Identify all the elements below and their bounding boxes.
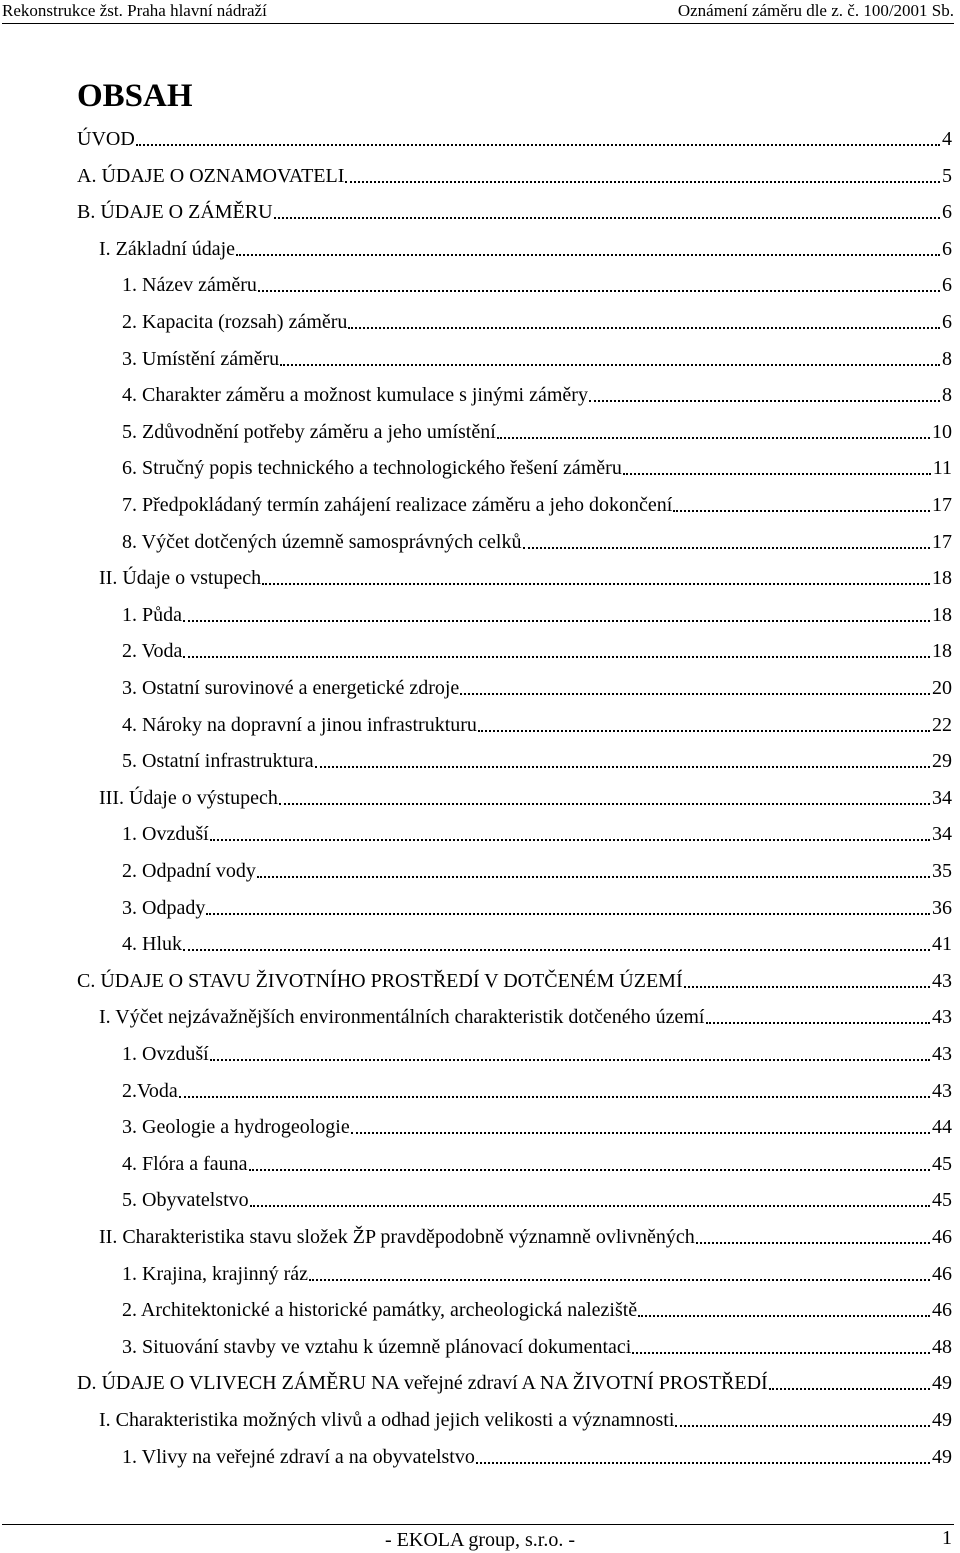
toc-entry-title: D. ÚDAJE O VLIVECH ZÁMĚRU NA veřejné zdraví A NA ŽIVOTNÍ PROSTŘEDÍ [77, 1372, 768, 1395]
toc-entry[interactable] [122, 709, 952, 737]
toc-entry[interactable] [122, 489, 952, 517]
toc-entry[interactable] [122, 269, 952, 297]
toc-entry-title: 1. Ovzduší [122, 823, 209, 846]
toc-entry-page: 6 [942, 237, 952, 260]
toc-entry[interactable] [122, 1148, 952, 1176]
toc-entry-page: 20 [932, 677, 952, 699]
toc-entry-title: I. Základní údaje [99, 237, 236, 260]
toc-entry-page: 34 [932, 823, 952, 846]
toc-entry[interactable] [77, 965, 952, 993]
toc-dot-leader [673, 510, 930, 512]
toc-entry-title: 1. Krajina, krajinný ráz [122, 1262, 309, 1285]
toc-dot-leader [279, 803, 930, 805]
toc-entry[interactable] [77, 123, 952, 151]
toc-entry-title: II. Údaje o vstupech [99, 567, 262, 590]
toc-entry-page: 46 [932, 1262, 952, 1285]
toc-entry-title: ÚVOD [77, 128, 135, 150]
toc-dot-leader [706, 1022, 931, 1024]
page-header [2, 1, 954, 24]
toc-entry-title: 5. Obyvatelstvo [122, 1189, 249, 1212]
toc-entry-title: 3. Geologie a hydrogeologie [122, 1116, 350, 1139]
toc-entry-page: 36 [932, 896, 952, 919]
toc-entry-page: 45 [932, 1152, 952, 1175]
toc-entry[interactable] [77, 196, 952, 224]
toc-dot-leader [280, 364, 940, 366]
toc-entry[interactable] [122, 1441, 952, 1469]
toc-entry-page: 49 [932, 1409, 952, 1431]
toc-entry-page: 8 [942, 347, 952, 370]
toc-entry-title: 7. Předpokládaný termín zahájení realizace záměru a jeho dokončení [122, 494, 673, 516]
toc-entry-title: 2. Architektonické a historické památky, archeologická naleziště [122, 1299, 638, 1322]
toc-dot-leader [684, 986, 930, 988]
toc-dot-leader [460, 693, 930, 695]
toc-entry[interactable] [122, 818, 952, 846]
toc-entry-page: 41 [932, 933, 952, 956]
toc-entry-title: 3. Ostatní surovinové a energetické zdroje [122, 677, 460, 699]
page-title: OBSAH [77, 78, 193, 114]
toc-entry[interactable] [122, 1075, 952, 1103]
toc-dot-leader [632, 1352, 930, 1354]
toc-entry-page: 46 [932, 1226, 952, 1248]
header-right-text: Oznámení záměru dle z. č. 100/2001 Sb. [677, 1, 954, 20]
toc-entry-page: 43 [932, 1006, 952, 1029]
toc-entry-page: 18 [932, 640, 952, 663]
toc-entry[interactable] [122, 526, 952, 554]
toc-entry[interactable] [122, 672, 952, 700]
toc-dot-leader [262, 583, 930, 585]
toc-dot-leader [589, 400, 940, 402]
toc-entry-page: 43 [932, 1079, 952, 1102]
toc-dot-leader [478, 730, 930, 732]
toc-entry[interactable] [122, 343, 952, 371]
toc-entry[interactable] [122, 1038, 952, 1066]
toc-entry[interactable] [99, 233, 952, 261]
toc-entry[interactable] [77, 1367, 952, 1395]
toc-entry[interactable] [122, 635, 952, 663]
toc-entry-title: 2.Voda [122, 1079, 178, 1102]
toc-entry[interactable] [122, 1294, 952, 1322]
toc-entry[interactable] [99, 562, 952, 590]
toc-dot-leader [675, 1425, 930, 1427]
toc-entry[interactable] [122, 416, 952, 444]
toc-entry[interactable] [122, 855, 952, 883]
toc-dot-leader [236, 254, 940, 256]
toc-entry-title: 1. Ovzduší [122, 1043, 209, 1065]
toc-entry-title: 4. Flóra a fauna [122, 1152, 248, 1175]
footer-company: - EKOLA group, s.r.o. - [385, 1529, 575, 1551]
toc-entry-title: 4. Hluk [122, 933, 182, 956]
toc-dot-leader [274, 217, 940, 219]
toc-entry-page: 43 [932, 969, 952, 992]
toc-entry-page: 17 [932, 530, 952, 553]
toc-entry-page: 22 [932, 713, 952, 736]
toc-entry[interactable] [77, 160, 952, 188]
toc-entry-page: 17 [932, 494, 952, 516]
toc-entry-title: C. ÚDAJE O STAVU ŽIVOTNÍHO PROSTŘEDÍ V DOTČENÉM ÚZEMÍ [77, 969, 683, 992]
toc-entry-title: 2. Voda [122, 640, 183, 663]
toc-entry[interactable] [99, 1404, 952, 1432]
toc-dot-leader [250, 1205, 930, 1207]
toc-entry-title: 3. Situování stavby ve vztahu k územně plánovací dokumentaci [122, 1335, 632, 1358]
toc-entry[interactable] [99, 782, 952, 810]
toc-entry-page: 5 [942, 164, 952, 187]
toc-entry-page: 18 [932, 603, 952, 626]
toc-entry-page: 43 [932, 1043, 952, 1065]
toc-entry-page: 6 [942, 201, 952, 224]
toc-entry-title: B. ÚDAJE O ZÁMĚRU [77, 201, 273, 224]
toc-dot-leader [696, 1242, 930, 1244]
toc-entry[interactable] [122, 1111, 952, 1139]
toc-entry[interactable] [122, 379, 952, 407]
toc-entry[interactable] [122, 452, 952, 480]
toc-entry-title: 8. Výčet dotčených územně samosprávných celků [122, 530, 522, 553]
toc-dot-leader [210, 1059, 930, 1061]
toc-entry-title: 3. Umístění záměru [122, 347, 280, 370]
toc-dot-leader [638, 1315, 930, 1317]
toc-entry-page: 35 [932, 860, 952, 882]
toc-dot-leader [179, 1096, 930, 1098]
toc-entry-title: 3. Odpady [122, 896, 206, 919]
toc-entry[interactable] [122, 306, 952, 334]
toc-entry-page: 45 [932, 1189, 952, 1212]
toc-entry-page: 10 [932, 420, 952, 443]
toc-dot-leader [351, 1132, 930, 1134]
toc-dot-leader [206, 913, 930, 915]
toc-dot-leader [769, 1388, 930, 1390]
toc-entry[interactable] [99, 1221, 952, 1249]
toc-entry-page: 46 [932, 1299, 952, 1322]
toc-entry-title: 2. Kapacita (rozsah) záměru [122, 311, 348, 333]
toc-dot-leader [523, 547, 931, 549]
toc-entry-page: 49 [932, 1445, 952, 1468]
toc-entry[interactable] [122, 599, 952, 627]
toc-dot-leader [257, 876, 930, 878]
toc-entry[interactable] [122, 1258, 952, 1286]
toc-entry-page: 18 [932, 567, 952, 590]
toc-dot-leader [497, 437, 930, 439]
toc-dot-leader [476, 1462, 930, 1464]
toc-entry[interactable] [122, 1331, 952, 1359]
toc-entry-title: 1. Vlivy na veřejné zdraví a na obyvatelstvo [122, 1445, 475, 1468]
toc-entry-title: 4. Nároky na dopravní a jinou infrastrukturu [122, 713, 477, 736]
toc-dot-leader [623, 473, 931, 475]
toc-dot-leader [183, 620, 930, 622]
toc-entry-title: II. Charakteristika stavu složek ŽP pravděpodobně významně ovlivněných [99, 1226, 695, 1248]
toc-entry[interactable] [122, 892, 952, 920]
toc-entry[interactable] [99, 1001, 952, 1029]
toc-entry-page: 4 [942, 128, 952, 150]
toc-entry-page: 49 [932, 1372, 952, 1395]
toc-entry-title: 4. Charakter záměru a možnost kumulace s jinými záměry [122, 384, 588, 407]
toc-entry[interactable] [122, 1184, 952, 1212]
toc-dot-leader [249, 1169, 930, 1171]
toc-dot-leader [348, 327, 940, 329]
toc-entry-title: 6. Stručný popis technického a technologického řešení záměru [122, 457, 622, 480]
footer-divider [2, 1524, 954, 1525]
toc-entry[interactable] [122, 745, 952, 773]
toc-entry-title: I. Charakteristika možných vlivů a odhad jejich velikosti a významnosti [99, 1409, 675, 1431]
toc-entry-title: 5. Zdůvodnění potřeby záměru a jeho umístění [122, 420, 496, 443]
toc-dot-leader [210, 839, 930, 841]
toc-entry-page: 34 [932, 786, 952, 809]
toc-entry-page: 6 [942, 274, 952, 297]
toc-dot-leader [136, 144, 940, 146]
toc-dot-leader [345, 181, 940, 183]
toc-entry-title: A. ÚDAJE O OZNAMOVATELI [77, 164, 345, 187]
toc-entry-page: 29 [932, 750, 952, 773]
toc-entry-title: III. Údaje o výstupech [99, 786, 278, 809]
toc-dot-leader [309, 1279, 930, 1281]
toc-entry-title: 1. Půda [122, 603, 182, 626]
toc-entry[interactable] [122, 928, 952, 956]
toc-dot-leader [183, 656, 930, 658]
toc-entry-title: 5. Ostatní infrastruktura [122, 750, 314, 773]
toc-dot-leader [315, 766, 930, 768]
toc-dot-leader [183, 949, 930, 951]
toc-dot-leader [258, 290, 940, 292]
footer-page-number: 1 [942, 1527, 952, 1549]
toc-entry-page: 48 [932, 1335, 952, 1358]
toc-entry-title: 2. Odpadní vody [122, 860, 256, 882]
toc-entry-title: 1. Název záměru [122, 274, 257, 297]
header-left-text: Rekonstrukce žst. Praha hlavní nádraží [2, 1, 267, 20]
toc-entry-page: 11 [932, 457, 952, 480]
toc-entry-page: 8 [942, 384, 952, 407]
toc-entry-title: I. Výčet nejzávažnějších environmentálních charakteristik dotčeného území [99, 1006, 705, 1029]
toc-entry-page: 44 [932, 1116, 952, 1139]
toc-entry-page: 6 [942, 311, 952, 333]
